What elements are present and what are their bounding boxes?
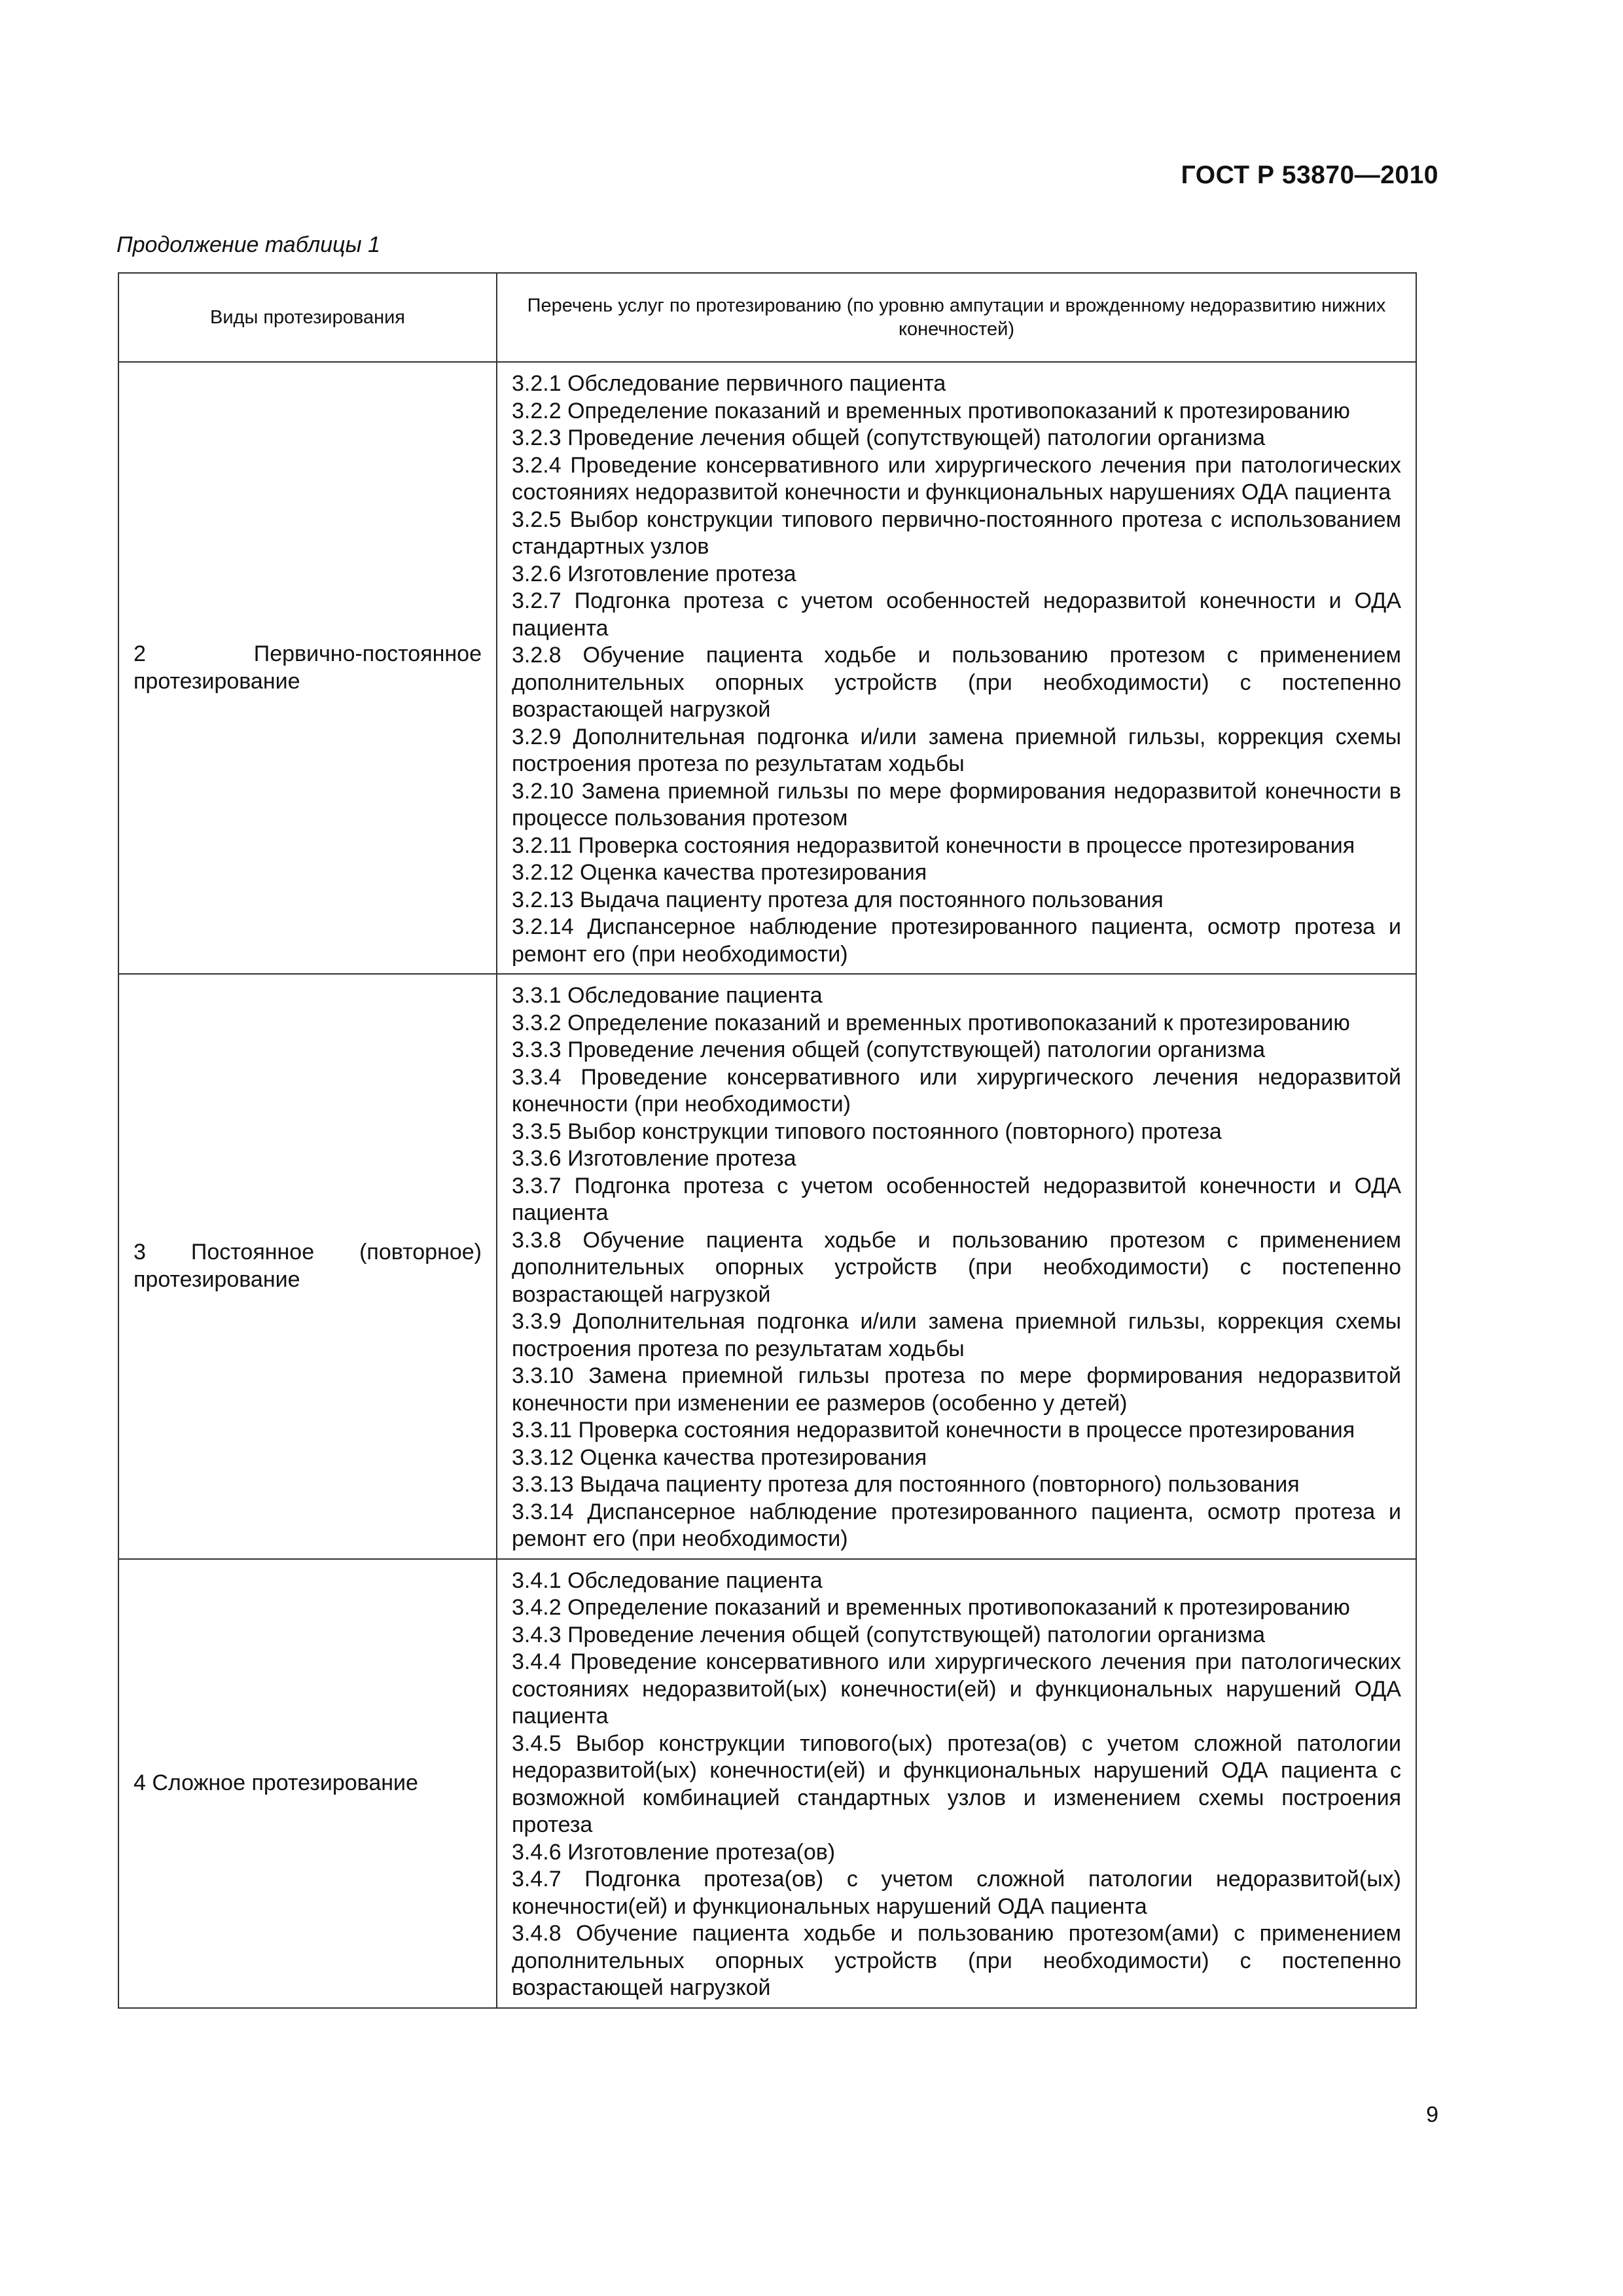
service-item: 3.2.14 Диспансерное наблюдение протезированного пациента, осмотр протеза и ремонт его (при необходимости) xyxy=(512,914,1401,967)
service-item: 3.2.9 Дополнительная подгонка и/или замена приемной гильзы, коррекция схемы построения протеза по результатам ходьбы xyxy=(512,724,1401,776)
service-item: 3.4.6 Изготовление протеза(ов) xyxy=(512,1839,836,1865)
service-item: 3.3.4 Проведение консервативного или хирургического лечения недоразвитой конечности (при необходимости) xyxy=(512,1064,1401,1117)
service-item: 3.4.4 Проведение консервативного или хирургического лечения при патологических состояниях недоразвитой(ых) конечности(ей) и функциональных нарушений ОДА пациента xyxy=(512,1649,1401,1729)
service-item: 3.3.13 Выдача пациенту протеза для постоянного (повторного) пользования xyxy=(512,1472,1300,1497)
service-item: 3.2.8 Обучение пациента ходьбе и пользованию протезом с применением дополнительных опорных устройств (при необходимости) с постепенно возрастающей нагрузкой xyxy=(512,643,1401,722)
table-row xyxy=(118,1559,1416,2008)
services-list-cell xyxy=(497,1559,1416,2008)
service-item: 3.2.11 Проверка состояния недоразвитой конечности в процессе протезирования xyxy=(512,833,1355,858)
service-item: 3.3.3 Проведение лечения общей (сопутствующей) патологии организма xyxy=(512,1037,1266,1062)
service-item: 3.2.1 Обследование первичного пациента xyxy=(512,371,946,396)
standard-designation: ГОСТ Р 53870—2010 xyxy=(1181,161,1438,189)
service-item: 3.4.7 Подгонка протеза(ов) с учетом сложной патологии недоразвитой(ых) конечности(ей) и функциональных нарушений ОДА пациента xyxy=(512,1867,1401,1919)
services-list-cell xyxy=(497,362,1416,974)
service-item: 3.3.7 Подгонка протеза с учетом особенностей недоразвитой конечности и ОДА пациента xyxy=(512,1173,1401,1225)
service-item: 3.2.5 Выбор конструкции типового первично-постоянного протеза с использованием стандартных узлов xyxy=(512,507,1401,559)
service-item: 3.2.10 Замена приемной гильзы по мере формирования недоразвитой конечности в процессе пользования протезом xyxy=(512,778,1401,831)
service-item: 3.2.3 Проведение лечения общей (сопутствующей) патологии организма xyxy=(512,425,1266,450)
services-list-cell xyxy=(497,974,1416,1559)
service-item: 3.2.7 Подгонка протеза с учетом особенностей недоразвитой конечности и ОДА пациента xyxy=(512,588,1401,641)
service-item: 3.3.12 Оценка качества протезирования xyxy=(512,1444,927,1470)
column-header-services-list: Перечень услуг по протезированию (по уровню ампутации и врожденному недоразвитию нижних конечностей) xyxy=(497,273,1416,362)
table-row xyxy=(118,974,1416,1559)
service-item: 3.4.5 Выбор конструкции типового(ых) протеза(ов) с учетом сложной патологии недоразвитой(ых) конечности(ей) и функциональных нарушений ОДА пациента с возможной комбинацией стандартных узлов и изменением схемы построения протеза xyxy=(512,1731,1401,1837)
service-item: 3.3.9 Дополнительная подгонка и/или замена приемной гильзы, коррекция схемы построения протеза по результатам ходьбы xyxy=(512,1309,1401,1361)
page-number: 9 xyxy=(1426,2102,1438,2127)
services-table xyxy=(118,272,1417,2009)
service-item: 3.3.8 Обучение пациента ходьбе и пользованию протезом с применением дополнительных опорных устройств (при необходимости) с постепенно возрастающей нагрузкой xyxy=(512,1227,1401,1307)
service-item: 3.3.2 Определение показаний и временных противопоказаний к протезированию xyxy=(512,1010,1350,1035)
table-caption: Продолжение таблицы 1 xyxy=(116,232,380,257)
service-item: 3.3.1 Обследование пациента xyxy=(512,983,823,1008)
table-body xyxy=(118,362,1416,2008)
service-item: 3.2.13 Выдача пациенту протеза для постоянного пользования xyxy=(512,887,1164,912)
service-item: 3.3.11 Проверка состояния недоразвитой конечности в процессе протезирования xyxy=(512,1418,1355,1443)
service-item: 3.2.12 Оценка качества протезирования xyxy=(512,860,927,885)
table-header-row xyxy=(118,273,1416,362)
service-item: 3.4.1 Обследование пациента xyxy=(512,1568,823,1593)
service-item: 3.4.3 Проведение лечения общей (сопутствующей) патологии организма xyxy=(512,1622,1266,1647)
service-item: 3.2.2 Определение показаний и временных противопоказаний к протезированию xyxy=(512,398,1350,423)
service-item: 3.2.4 Проведение консервативного или хирургического лечения при патологических состояниях недоразвитой конечности и функциональных нарушениях ОДА пациента xyxy=(512,452,1401,505)
column-header-prosthetics-type: Виды протезирования xyxy=(118,273,497,362)
service-item: 3.3.10 Замена приемной гильзы протеза по мере формирования недоразвитой конечности при изменении ее размеров (особенно у детей) xyxy=(512,1363,1401,1416)
service-item: 3.4.2 Определение показаний и временных противопоказаний к протезированию xyxy=(512,1595,1350,1620)
service-item: 3.4.8 Обучение пациента ходьбе и пользованию протезом(ами) с применением дополнительных опорных устройств (при необходимости) с постепенно возрастающей нагрузкой xyxy=(512,1921,1401,2000)
service-item: 3.3.14 Диспансерное наблюдение протезированного пациента, осмотр протеза и ремонт его (при необходимости) xyxy=(512,1499,1401,1551)
service-item: 3.3.5 Выбор конструкции типового постоянного (повторного) протеза xyxy=(512,1119,1222,1144)
table-row xyxy=(118,362,1416,974)
service-item: 3.3.6 Изготовление протеза xyxy=(512,1146,796,1171)
prosthetics-type-cell: 2 Первично-постоянное протезирование xyxy=(118,362,497,974)
prosthetics-type-cell: 4 Сложное протезирование xyxy=(118,1559,497,2008)
service-item: 3.2.6 Изготовление протеза xyxy=(512,561,796,586)
prosthetics-type-cell: 3 Постоянное (повторное) протезирование xyxy=(118,974,497,1559)
